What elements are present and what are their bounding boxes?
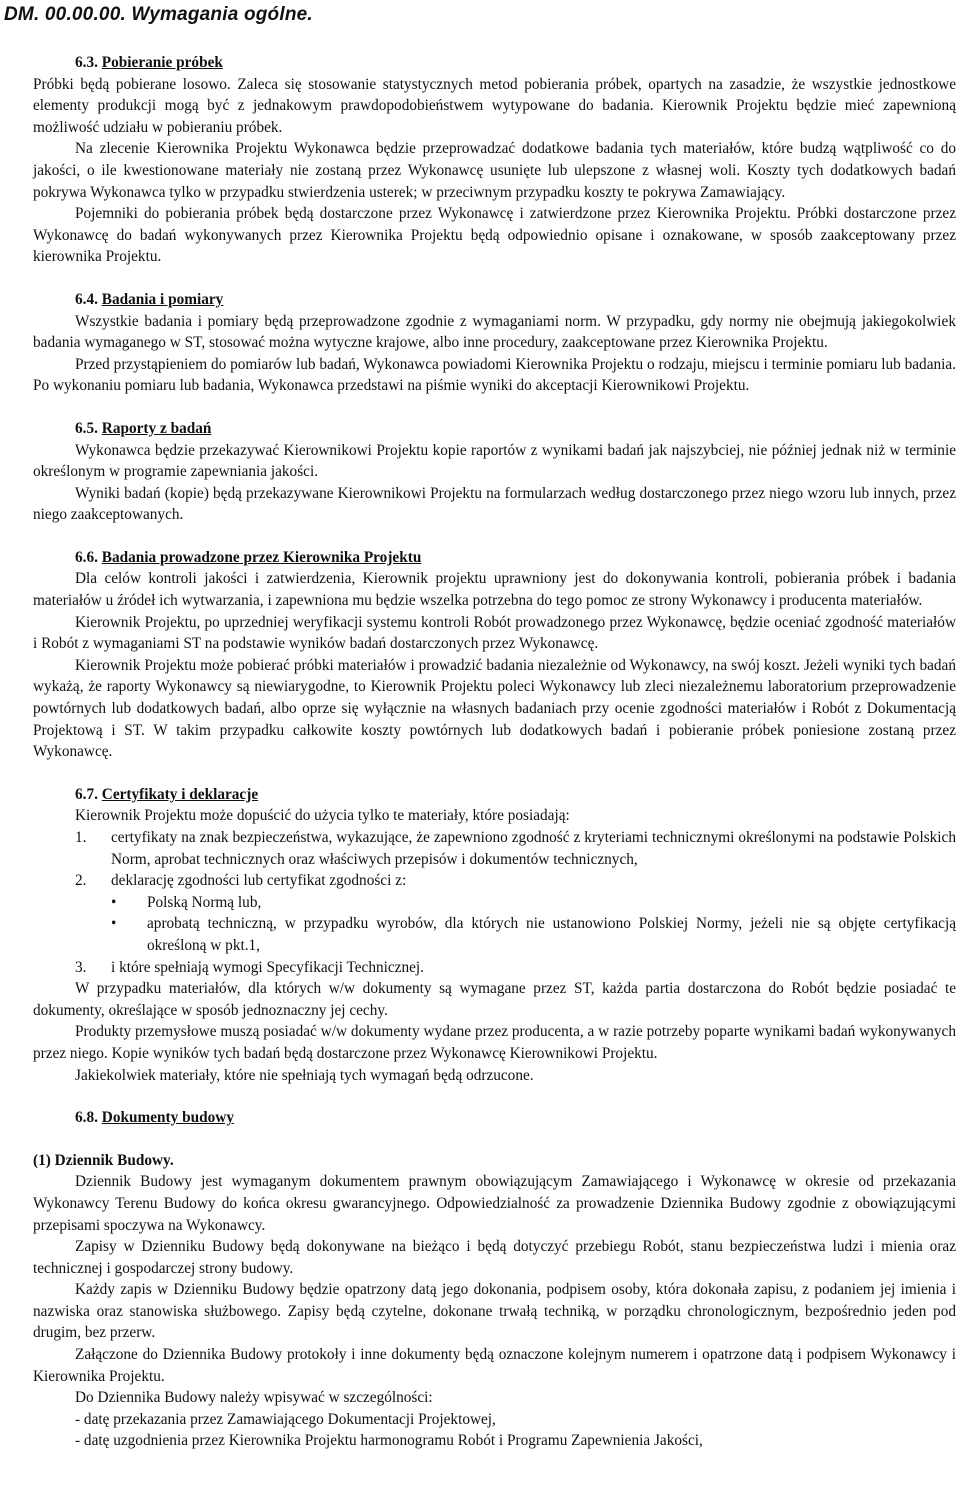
paragraph: Kierownik Projektu może dopuścić do użycia tylko te materiały, które posiadają: [75,807,570,825]
section-heading-6-8 [33,1107,956,1129]
section-heading-6-5 [33,418,956,440]
paragraph: Wyniki badań (kopie) będą przekazywane Kierownikowi Projektu na formularzach według dostarczonego przez niego wzoru lub innych, przez niego zaakceptowanych. [33,484,956,524]
paragraph: Kierownik Projektu może pobierać próbki materiałów i prowadzić badania niezależnie od Wykonawcy, na swój koszt. Jeżeli wyniki tych badań wykażą, że raporty Wykonawcy są niewiarygodne, to Kierownik Projektu poleci Wykonawcy lub zleci niezależnemu laboratorium przeprowadzenie powtórnych lub dodatkowych badań, albo oprze się wyłącznie na własnych badaniach przy ocenie zgodności materiałów i Robót z Dokumentacją Projektową i ST. W takim przypadku całkowite koszty powtórnych lub dodatkowych badań i pobieranie próbek poniesione zostaną przez Wykonawcę. [33,656,956,761]
section-title: Certyfikaty i deklaracje [101,785,259,803]
spacer [33,397,956,418]
bullet-text: Polską Normą lub, [147,893,262,911]
spacer [33,1129,956,1150]
running-header: DM. 00.00.00. Wymagania ogólne. [4,4,313,25]
paragraph: Kierownik Projektu, po uprzedniej weryfikacji systemu kontroli Robót prowadzonego przez Wykonawcę, będzie oceniać zgodność materiałów i Robót z wymaganiami ST na podstawie wyników badań dostarczonych przez Wykonawcę. [33,613,956,653]
bullet-icon: • [111,893,117,911]
section-title: Badania i pomiary [101,290,224,308]
section-heading-6-7 [33,784,956,806]
paragraph: Wszystkie badania i pomiary będą przeprowadzone zgodnie z wymaganiami norm. W przypadku, gdy normy nie obejmują jakiegokolwiek badania wymaganego w ST, stosować można wytyczne krajowe, albo inne procedury, zaakceptowane przez Kierownika Projektu. [33,312,956,352]
paragraph: W przypadku materiałów, dla których w/w dokumenty są wymagane przez ST, każda partia dostarczona do Robót będzie posiadać te dokumenty, określające w sposób jednoznaczny jej cechy. [33,980,956,1019]
numbered-item [33,827,956,870]
bullet-item [33,913,956,956]
paragraph: Na zlecenie Kierownika Projektu Wykonawca będzie przeprowadzać dodatkowe badania tych materiałów, które budzą wątpliwość co do jakości, o ile kwestionowane materiały nie zostaną przez Wykonawcę usunięte lub ulepszone z własnej woli. Koszty tych dodatkowych badań pokrywa Wykonawca tylko w przypadku stwierdzenia usterek; w przeciwnym przypadku koszty te pokrywa Zamawiający. [33,140,956,201]
spacer [33,526,956,547]
bullet-item [33,892,956,914]
paragraph: Załączone do Dziennika Budowy protokoły i inne dokumenty będą oznaczone kolejnym numerem i opatrzone datą i podpisem Wykonawcy i Kierownika Projektu. [33,1346,956,1385]
section-number: 6.7. [75,785,98,803]
section-heading-6-3 [33,52,956,74]
paragraph: Próbki będą pobierane losowo. Zaleca się stosowanie statystycznych metod pobierania próbek, opartych na zasadzie, że wszystkie jednostkowe elementy produkcji mogą być z jednakowym prawdopodobieństwem wytypowane do badania. Kierownik Projektu będzie mieć zapewnioną możliwość udziału w pobieraniu próbek. [33,75,956,136]
paragraph: Do Dziennika Budowy należy wpisywać w szczególności: [75,1389,433,1407]
spacer [33,268,956,289]
dash-list-item: - datę uzgodnienia przez Kierownika Projektu harmonogramu Robót i Programu Zapewnienia Jakości, [75,1432,703,1450]
item-text: certyfikaty na znak bezpieczeństwa, wykazujące, że zapewniono zgodność z kryteriami technicznymi określonymi na podstawie Polskich Norm, aprobat technicznych oraz właściwych przepisów i dokumentów technicznych, [111,829,956,868]
section-heading-6-4 [33,289,956,311]
section-number: 6.3. [75,54,98,71]
paragraph: Jakiekolwiek materiały, które nie spełniają tych wymagań będą odrzucone. [75,1066,534,1084]
paragraph: Zapisy w Dzienniku Budowy będą dokonywane na bieżąco i będą dotyczyć przebiegu Robót, stanu bezpieczeństwa ludzi i mienia oraz technicznej i gospodarczej strony budowy. [33,1238,956,1277]
section-title: Dokumenty budowy [101,1109,234,1127]
bullet-icon: • [111,915,117,933]
section-title: Pobieranie próbek [101,54,223,71]
section-heading-6-6 [33,547,956,569]
section-number: 6.6. [75,548,98,566]
subsection-heading: (1) Dziennik Budowy. [33,1151,174,1169]
section-number: 6.8. [75,1109,98,1127]
spacer [33,763,956,784]
bullet-text: aprobatą techniczną, w przypadku wyrobów, dla których nie ustanowiono Polskiej Normy, jeżeli nie są objęte certyfikacją określoną w pkt.1, [147,915,956,954]
item-text: i które spełniają wymogi Specyfikacji Technicznej. [111,958,424,976]
item-number: 2. [75,872,87,890]
section-title: Badania prowadzone przez Kierownika Projektu [101,548,422,566]
section-title: Raporty z badań [101,419,212,437]
document-body [33,52,956,1452]
paragraph: Dla celów kontroli jakości i zatwierdzenia, Kierownik projektu uprawniony jest do dokonywania kontroli, pobierania próbek i badania materiałów u źródeł ich wytwarzania, i zapewniona mu będzie wszelka potrzebna do tego pomoc ze strony Wykonawcy i producenta materiałów. [33,570,956,610]
spacer [33,1086,956,1107]
dash-list-item: - datę przekazania przez Zamawiającego Dokumentacji Projektowej, [75,1410,496,1428]
paragraph: Dziennik Budowy jest wymaganym dokumentem prawnym obowiązującym Zamawiającego i Wykonawcę w okresie od przekazania Wykonawcy Terenu Budowy do końca okresu gwarancyjnego. Odpowiedzialność za prowadzenie Dziennika Budowy zgodnie z obowiązującymi przepisami spoczywa na Wykonawcy. [33,1173,956,1234]
item-text: deklarację zgodności lub certyfikat zgodności z: [111,872,407,890]
paragraph: Przed przystąpieniem do pomiarów lub badań, Wykonawca powiadomi Kierownika Projektu o rodzaju, miejscu i terminie pomiaru lub badania. Po wykonaniu pomiaru lub badania, Wykonawca przedstawi na piśmie wyniki do akceptacji Kierownikowi Projektu. [33,355,956,395]
paragraph: Każdy zapis w Dzienniku Budowy będzie opatrzony datą jego dokonania, podpisem osoby, która dokonała zapisu, z podaniem jej imienia i nazwiska oraz stanowiska służbowego. Zapisy będą czytelne, dokonane trwałą techniką, w porządku chronologicznym, bezpośrednio jeden pod drugim, bez przerw. [33,1281,956,1342]
section-number: 6.5. [75,419,98,437]
paragraph: Pojemniki do pobierania próbek będą dostarczone przez Wykonawcę i zatwierdzone przez Kierownika Projektu. Próbki dostarczone przez Wykonawcę do badań wykonywanych przez Kierownika Projektu będą odpowiednio opisane i oznakowane, w sposób zaakceptowany przez kierownika Projektu. [33,205,956,266]
paragraph: Produkty przemysłowe muszą posiadać w/w dokumenty wydane przez producenta, a w razie potrzeby poparte wynikami badań wykonywanych przez niego. Kopie wyników tych badań będą dostarczone przez Wykonawcę Kierownikowi Projektu. [33,1023,956,1062]
section-number: 6.4. [75,290,98,308]
numbered-item [33,957,956,979]
paragraph: Wykonawca będzie przekazywać Kierownikowi Projektu kopie raportów z wynikami badań jak najszybciej, nie później jednak niż w terminie określonym w programie zapewniania jakości. [33,441,956,481]
item-number: 1. [75,829,87,846]
numbered-item [33,870,956,892]
item-number: 3. [75,958,87,976]
